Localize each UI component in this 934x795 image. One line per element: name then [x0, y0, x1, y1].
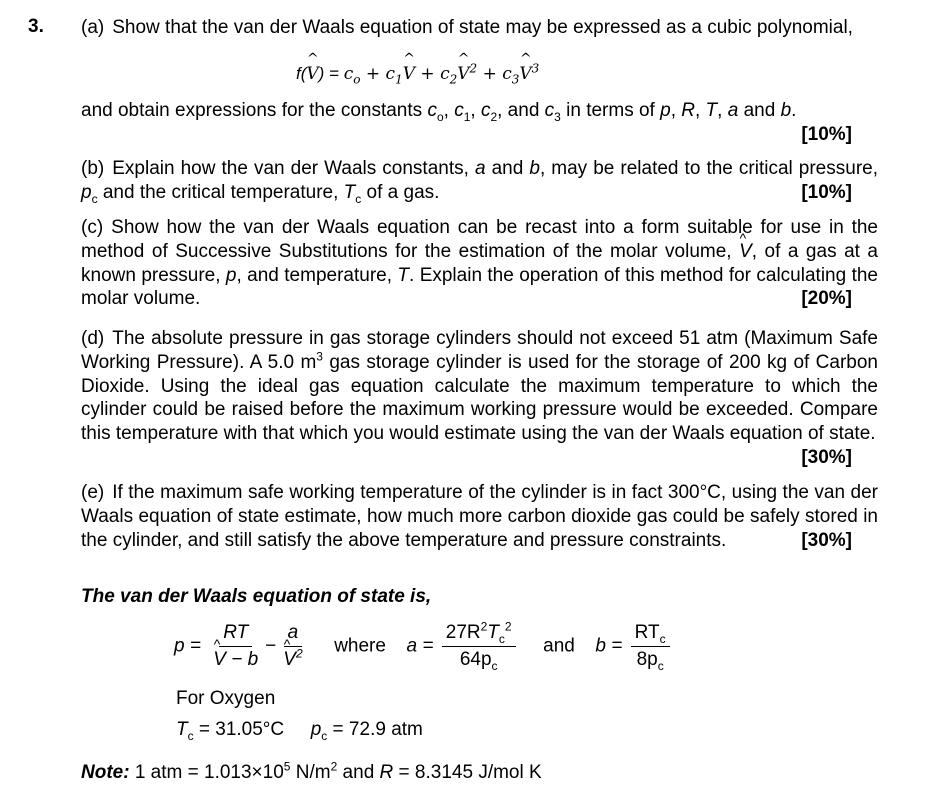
part-e: (e) If the maximum safe working temperature of the cylinder is in fact 300°C, using the van der Waals equation of state estimate, how much more carbon dioxide gas could be safely stored in the cylinder, and still satisfy the above temperature and pressure constraints. [30%]	[81, 482, 878, 551]
question-number: 3.	[28, 16, 44, 37]
cubic-equation: f(^ $V) = c_o$ + $c_1\^{}$ $V + c_2\^{}$ $V^2$ + $c_3\^{}$ $V^3$	[296, 64, 539, 84]
part-b: (b) Explain how the van der Waals constants, a and b, may be related to the critical pressure, $p_c$ and the critical temperature, $T_c$ of a gas. [10%]	[81, 158, 878, 206]
v-hat: ^ V	[306, 64, 318, 84]
part-c-marks: [20%]	[801, 288, 852, 310]
part-a-text: Show that the van der Waals equation of state may be expressed as a cubic polynomial,	[112, 17, 853, 38]
fraction-a: a ^ $V^2$	[279, 622, 306, 671]
part-a-marks: [10%]	[801, 123, 852, 145]
fraction-a-const: $\frac{27R^2T_c^2}{64p_c}$	[442, 622, 516, 671]
c0: c	[343, 64, 354, 84]
part-a-label: (a)	[81, 17, 105, 38]
note: Note: 1 atm = $1.013\times 10^5$ $N/m^2$ and R = 8.3145 J/mol K	[81, 759, 542, 783]
fraction-b-const: $\frac{RT_c}{8p_c}$	[631, 622, 670, 671]
part-a-followup: and obtain expressions for the constants $c_o$, $c_1$, $c_2$, and $c_3$ in terms of p, R, T, a and b. [10%]	[81, 100, 852, 145]
oxygen-label: For Oxygen	[176, 688, 276, 709]
part-d-marks: [30%]	[801, 446, 852, 468]
oxygen-critical: $T_c = 31.05^\circ C$ $p_c = 72.9$ atm	[176, 719, 423, 743]
vdw-heading: The van der Waals equation of state is,	[81, 586, 432, 607]
part-c: (c) Show how the van der Waals equation can be recast into a form suitable for use in the method of Successive Substitutions for the estimation of the molar volume, ^ V, of a gas at a known pressure, p, and temperature, T. Explain the operation of this method for calculating the molar volume. [20%]	[81, 216, 878, 311]
part-d: (d) The absolute pressure in gas storage cylinders should not exceed 51 atm (Maximum Safe Working Pressure). A 5.0 $m^3$ gas storage cylinder is used for the storage of 200 kg of Carbon Dioxide. Using the ideal gas equation calculate the maximum temperature to which the cylinder could be raised before the maximum working pressure would be exceeded. Compare this temperature with that which you would estimate using the van der Waals equation of state. [30%]	[81, 328, 878, 468]
part-e-marks: [30%]	[801, 529, 852, 551]
part-b-marks: [10%]	[801, 181, 852, 203]
part-a	[81, 16, 878, 40]
fraction-rt: RT ^ V − b	[209, 622, 262, 671]
vdw-equation: p = RT ^ V − b − a ^ $V^2$ where a = $\frac{27R^2T_c^2}{64p_c}$ and b = $\frac{RT_c}{8p_c}$	[174, 622, 673, 671]
